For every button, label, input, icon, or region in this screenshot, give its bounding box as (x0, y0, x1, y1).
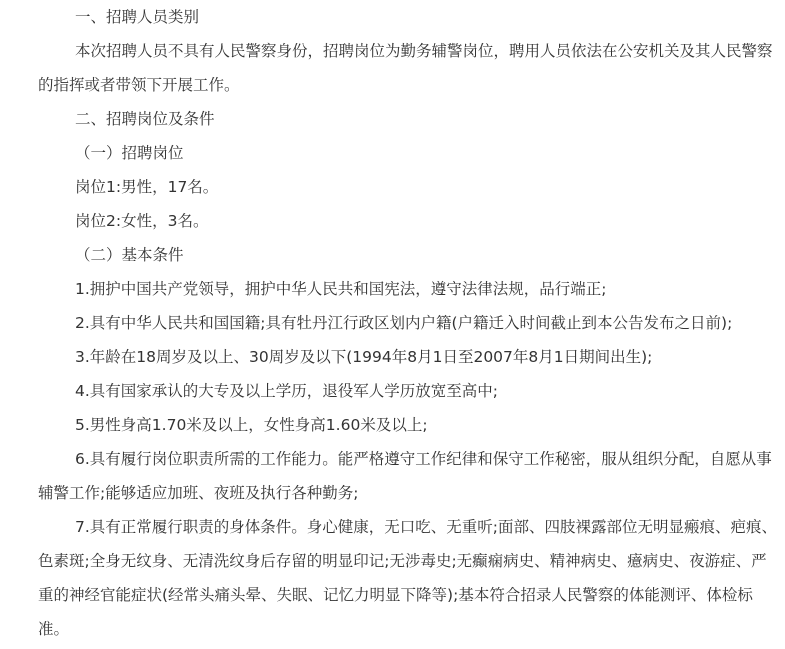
condition-2: 2.具有中华人民共和国国籍;具有牡丹江行政区划内户籍(户籍迁入时间截止到本公告发布之日前); (75, 314, 733, 332)
condition-4: 4.具有国家承认的大专及以上学历，退役军人学历放宽至高中; (75, 382, 499, 400)
condition-3: 3.年龄在18周岁及以上、30周岁及以下(1994年8月1日至2007年8月1日期间出生); (75, 348, 653, 366)
condition-5: 5.男性身高1.70米及以上，女性身高1.60米及以上; (75, 416, 428, 434)
paragraph-recruit-category: 本次招聘人员不具有人民警察身份，招聘岗位为勤务辅警岗位，聘用人员依法在公安机关及其人民警察的指挥或者带领下开展工作。 (38, 42, 773, 94)
condition-1: 1.拥护中国共产党领导，拥护中华人民共和国宪法，遵守法律法规，品行端正; (75, 280, 607, 298)
condition-6: 6.具有履行岗位职责所需的工作能力。能严格遵守工作纪律和保守工作秘密，服从组织分配，自愿从事辅警工作;能够适应加班、夜班及执行各种勤务; (38, 450, 772, 502)
section-heading-2: 二、招聘岗位及条件 (75, 110, 215, 128)
position-1: 岗位1:男性，17名。 (75, 178, 219, 196)
document-body (38, 0, 778, 646)
subsection-heading-positions: （一）招聘岗位 (75, 144, 184, 162)
section-heading-1: 一、招聘人员类别 (75, 8, 200, 26)
subsection-heading-conditions: （二）基本条件 (75, 246, 184, 264)
position-2: 岗位2:女性，3名。 (75, 212, 209, 230)
condition-7: 7.具有正常履行职责的身体条件。身心健康，无口吃、无重听;面部、四肢裸露部位无明显瘢痕、疤痕、色素斑;全身无纹身、无清洗纹身后存留的明显印记;无涉毒史;无癫痫病史、精神病史、癔病史、夜游症、严重的神经官能症状(经常头痛头晕、失眠、记忆力明显下降等);基本符合招录人民警察的体能测评、体检标准。 (38, 518, 778, 638)
